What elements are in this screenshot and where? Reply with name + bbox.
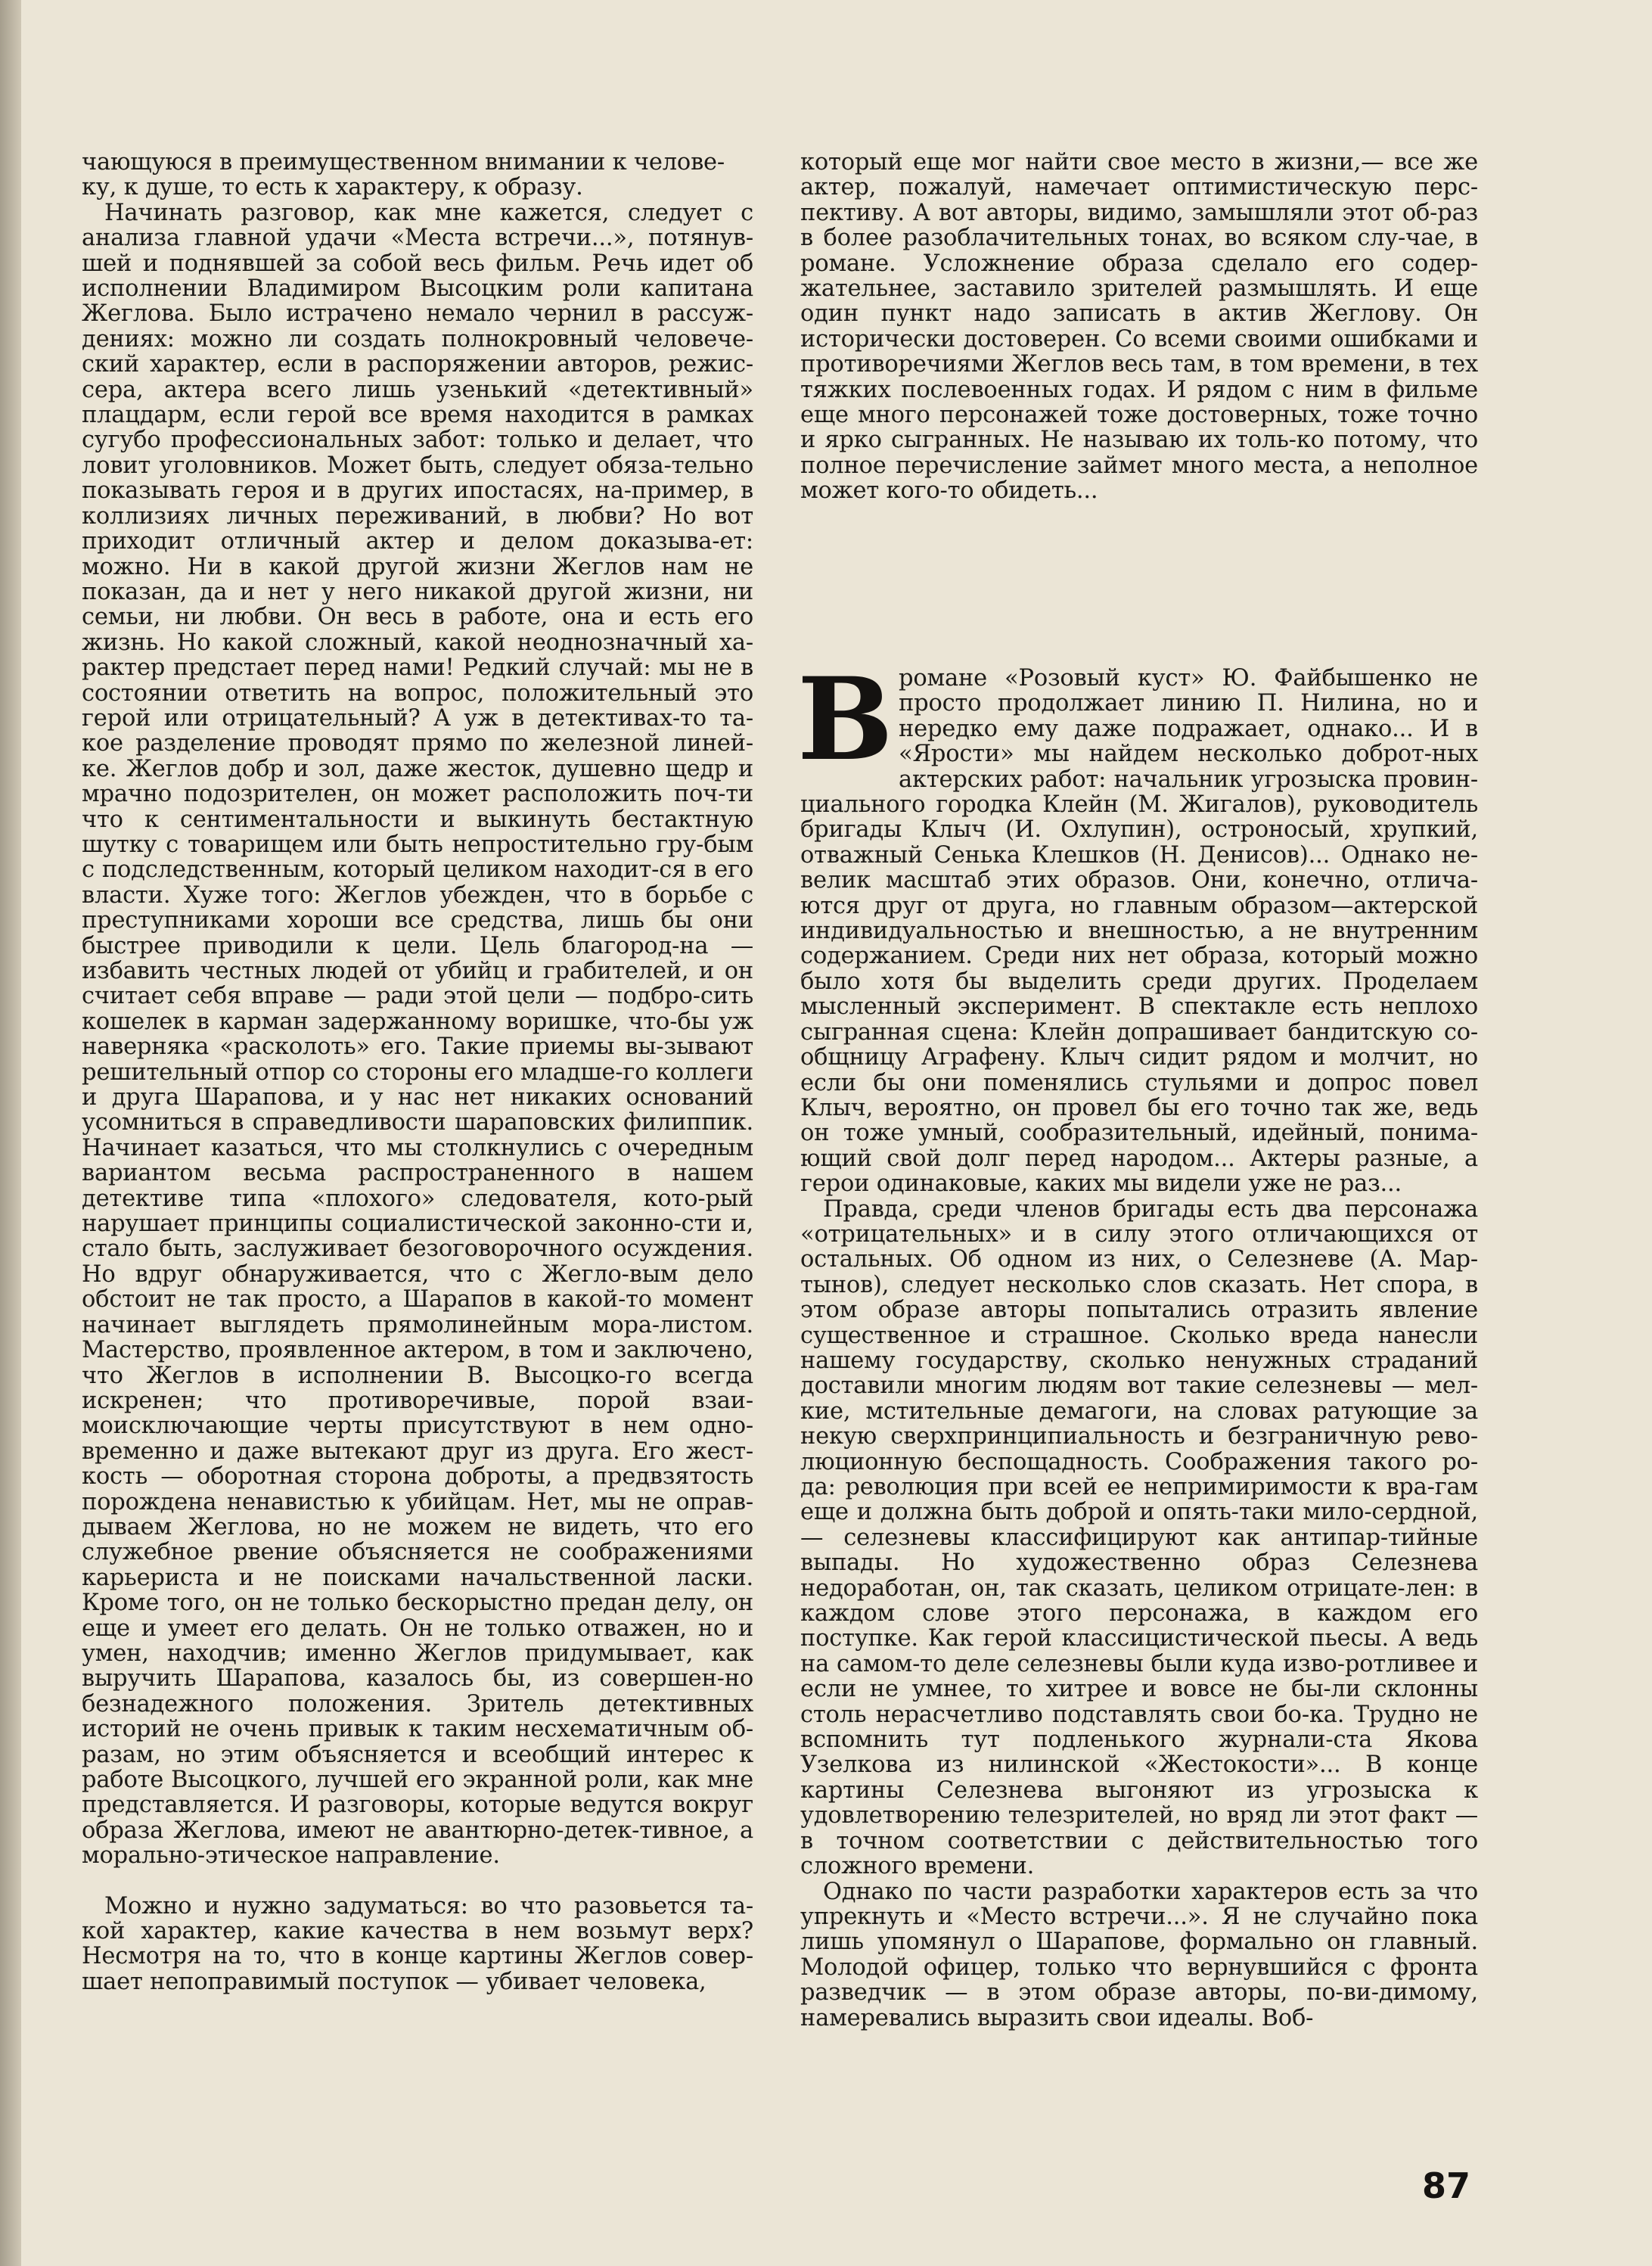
paragraph-right-2: Правда, среди членов бригады есть два персонажа «отрицательных» и в силу этого отличающихся от остальных. Об одном из них, о Селезневе (А. Мар-тынов), следует несколько слов сказать. Нет спора, в этом образе авторы попытались отразить явление существенное и страшное. Сколько вреда нанесли нашему государству, сколько ненужных страданий доставили многим людям вот такие селезневы — мел-кие, мстительные демагоги, на словах ратующие за некую сверхпринципиальность и безграничную рево-люционную беспощадность. Соображения такого ро-да: революция при всей ее непримиримости к вра-гам еще и должна быть доброй и опять-таки мило-сердной,— селезневы классифицируют как антипар-тийные выпады. Но художественно образ Селезнева недоработан, он, так сказать, целиком отрицате-лен: в каждом слове этого персонажа, в каждом его поступке. Как герой классицистической пьесы. А ведь на самом-то деле селезневы были куда изво-ротливее и если не умнее, то хитрее и вовсе не бы-ли склонны столь нерасчетливо подставлять свои бо-ка. Трудно не вспомнить тут подленького журнали-ста Якова Узелкова из нилинской «Жестокости»... В конце картины Селезнева выгоняют из угрозыска к удовлетворению телезрителей, но вряд ли этот факт — в точном соответствии с действительностью того сложного времени. <box>800 1195 1478 1880</box>
paragraph-left-2: Начинать разговор, как мне кажется, следует с анализа главной удачи «Места встречи...», потянув-шей и поднявшей за собой весь фильм. Речь идет об исполнении Владимиром Высоцким роли капитана Жеглова. Было истрачено немало чернил в рассуж-дениях: можно ли создать полнокровный человече-ский характер, если в распоряжении авторов, режис-сера, актера всего лишь узенький «детективный» плацдарм, если герой все время находится в рамках сугубо профессиональных забот: только и делает, что ловит уголовников. Может быть, следует обяза-тельно показывать героя и в других ипостасях, на-пример, в коллизиях личных переживаний, в любви? Но вот приходит отличный актер и делом доказыва-ет: можно. Ни в какой другой жизни Жеглов нам не показан, да и нет у него никакой другой жизни, ни семьи, ни любви. Он весь в работе, она и есть его жизнь. Но какой сложный, какой неоднозначный ха-рактер предстает перед нами! Редкий случай: мы не в состоянии ответить на вопрос, положительный это герой или отрицательный? А уж в детективах-то та-кое разделение проводят прямо по железной линей-ке. Жеглов добр и зол, даже жесток, душевно щедр и мрачно подозрителен, он может расположить поч-ти что к сентиментальности и выкинуть бестактную шутку с товарищем или быть непростительно гру-бым с подследственным, который целиком находит-ся в его власти. Хуже того: Жеглов убежден, что в борьбе с преступниками хороши все средства, лишь бы они быстрее приводили к цели. Цель благород-на — избавить честных людей от убийц и грабителей, и он считает себя вправе — ради этой цели — подбро-сить кошелек в карман задержанному воришке, что-бы уж наверняка «расколоть» его. Такие приемы вы-зывают решительный отпор со стороны его младше-го коллеги и друга Шарапова, и у нас нет никаких оснований усомниться в справедливости шараповских филиппик. Начинает казаться, что мы столкнулись с очередным вариантом весьма распространенного в нашем детективе типа «плохого» следователя, кото-рый нарушает принципы социалистической законно-сти и, стало быть, заслуживает безоговорочного осуждения. Но вдруг обнаруживается, что с Жегло-вым дело обстоит не так просто, а Шарапов в какой-то момент начинает выглядеть прямолинейным мора-листом. Мастерство, проявленное актером, в том и заключено, что Жеглов в исполнении В. Высоцко-го всегда искренен; что противоречивые, порой взаи-моисключающие черты присутствуют в нем одно-временно и даже вытекают друг из друга. Его жест-кость — оборотная сторона доброты, а предвзятость порождена ненавистью к убийцам. Нет, мы не оправ-дываем Жеглова, но не можем не видеть, что его служебное рвение объясняется не соображениями карьериста и не поисками начальственной ласки. Кроме того, он не только бескорыстно предан делу, он еще и умеет его делать. Он не только отважен, но и умен, находчив; именно Жеглов придумывает, как выручить Шарапова, казалось бы, из совершен-но безнадежного положения. Зритель детективных историй не очень привык к таким несхематичным об-разам, но этим объясняется и всеобщий интерес к работе Высоцкого, лучшей его экранной роли, как мне представляется. И разговоры, которые ведутся вокруг образа Жеглова, имеют не авантюрно-детек-тивное, а морально-этическое направление. <box>82 199 754 1870</box>
paragraph-right-top-1: который еще мог найти свое место в жизни,— все же актер, пожалуй, намечает оптимистическую перс-пективу. А вот авторы, видимо, замышляли этот об-раз в более разоблачительных тонах, во всяком слу-чае, в романе. Усложнение образа сделало его содер-жательнее, заставило зрителей размышлять. И еще один пункт надо записать в актив Жеглову. Он исторически достоверен. Со всеми своими ошибками и противоречиями Жеглов весь там, в том времени, в тех тяжких послевоенных годах. И рядом с ним в фильме еще много персонажей тоже достоверных, тоже точно и ярко сыгранных. Не называю их толь-ко потому, что полное перечисление займет много места, а неполное может кого-то обидеть... <box>800 149 1478 505</box>
paragraph-right-1: романе «Розовый куст» Ю. Файбышенко не просто продолжает линию П. Нилина, но и нередко ему даже подражает, однако... И в «Ярости» мы найдем несколько доброт-ных актерских работ: начальник угрозыска провин-циального городка Клейн (М. Жигалов), руководитель бригады Клыч (И. Охлупин), остроносый, хрупкий, отважный Сенька Клешков (Н. Денисов)... Однако не-велик масштаб этих образов. Они, конечно, отлича-ются друг от друга, но главным образом—актерской индивидуальностью и внешностью, а не внутренним содержанием. Среди них нет образа, который можно было хотя бы выделить среди других. Проделаем мысленный эксперимент. В спектакле есть неплохо сыгранная сцена: Клейн допрашивает бандитскую со-общницу Аграфену. Клыч сидит рядом и молчит, но если бы они поменялись стульями и допрос повел Клыч, вероятно, он провел бы его точно так же, ведь он тоже умный, сообразительный, идейный, понима-ющий свой долг перед народом... Актеры разные, а герои одинаковые, каких мы видели уже не раз... <box>800 665 1478 1198</box>
paragraph-gap <box>82 1869 753 1894</box>
right-column-bottom <box>797 653 1478 2031</box>
book-spine-shadow <box>0 0 21 2266</box>
drop-cap-letter: В <box>797 653 893 786</box>
left-column <box>82 150 753 1994</box>
paragraph-right-3: Однако по части разработки характеров есть за что упрекнуть и «Место встречи...». Я не случайно пока лишь упомянул о Шарапове, формально он главный. Молодой офицер, только что вернувшийся с фронта разведчик — в этом образе авторы, по-ви-димому, намеревались выразить свои идеалы. Воб- <box>800 1878 1478 2031</box>
paragraph-left-1: чающуюся в преимущественном внимании к челове- ку, к душе, то есть к характеру, к образу. <box>82 149 725 201</box>
right-column-top <box>800 150 1478 504</box>
paragraph-left-3: Можно и нужно задуматься: во что разовьется та-кой характер, какие качества в нем возьмут верх? Несмотря на то, что в конце картины Жеглов совер-шает непоправимый поступок — убивает человека, <box>82 1892 753 1995</box>
page-number: 87 <box>1422 2165 1471 2206</box>
